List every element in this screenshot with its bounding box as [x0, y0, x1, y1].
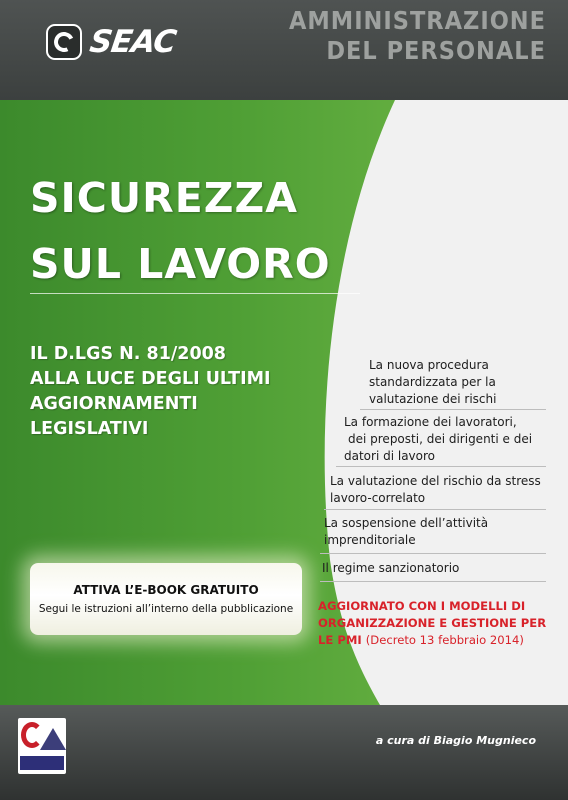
title-line-1: SICUREZZA [30, 174, 298, 222]
update-note [318, 598, 546, 649]
series-line-1: AMMINISTRAZIONE [289, 6, 546, 35]
book-title [30, 165, 331, 297]
topic-line: La formazione dei lavoratori, [344, 415, 517, 429]
topic-line: datori di lavoro [344, 449, 436, 463]
topic-line: La nuova procedura [369, 358, 489, 372]
topic-item [369, 357, 496, 408]
editor-credit: a cura di Biagio Mugnieco [375, 734, 536, 747]
subtitle-line-3: AGGIORNAMENTI [30, 394, 198, 414]
ebook-subtitle: Segui le istruzioni all’interno della pubblicazione [38, 603, 294, 615]
topic-line: dei preposti, dei dirigenti e dei [348, 432, 533, 446]
update-line-3 [318, 632, 546, 649]
series-line-2: DEL PERSONALE [326, 36, 546, 65]
title-line-2: SUL LAVORO [30, 240, 331, 288]
book-subtitle [30, 342, 271, 442]
topic-separator [360, 409, 546, 410]
topic-line: La sospensione dell’attività [324, 516, 489, 530]
topic-line: standardizzata per la [369, 375, 496, 389]
topic-separator [324, 509, 546, 510]
topic-item [322, 560, 459, 577]
ebook-title: ATTIVA L’E-BOOK GRATUITO [73, 583, 259, 597]
seac-logo-text: SEAC [87, 24, 178, 60]
header-band [0, 0, 568, 100]
topic-item [330, 473, 541, 507]
topic-separator [320, 581, 546, 582]
topic-line: Il regime sanzionatorio [322, 561, 460, 575]
topic-line: La valutazione del rischio da stress [330, 474, 541, 488]
publisher-logo-seac [46, 24, 178, 60]
update-line-2: ORGANIZZAZIONE E GESTIONE PER [318, 616, 547, 630]
topic-separator [320, 553, 546, 554]
subtitle-line-1: IL D.LGS N. 81/2008 [30, 344, 226, 364]
title-divider [30, 293, 360, 294]
topic-item [324, 515, 488, 549]
subtitle-line-4: LEGISLATIVI [30, 419, 149, 439]
compact-logo-icon [18, 718, 66, 774]
series-title [289, 6, 546, 66]
subtitle-line-2: ALLA LUCE DEGLI ULTIMI [30, 369, 271, 389]
update-line-1: AGGIORNATO CON I MODELLI DI [318, 599, 526, 613]
topic-line: lavoro-correlato [330, 491, 426, 505]
topic-separator [336, 466, 546, 467]
topic-line: valutazione dei rischi [369, 392, 497, 406]
ebook-banner [30, 563, 302, 635]
update-line-3-a: LE PMI [318, 633, 362, 647]
seac-logo-icon [46, 24, 82, 60]
footer-band [0, 705, 568, 800]
topic-line: imprenditoriale [324, 533, 416, 547]
topic-item [344, 414, 532, 465]
update-line-3-b: (Decreto 13 febbraio 2014) [365, 633, 524, 647]
